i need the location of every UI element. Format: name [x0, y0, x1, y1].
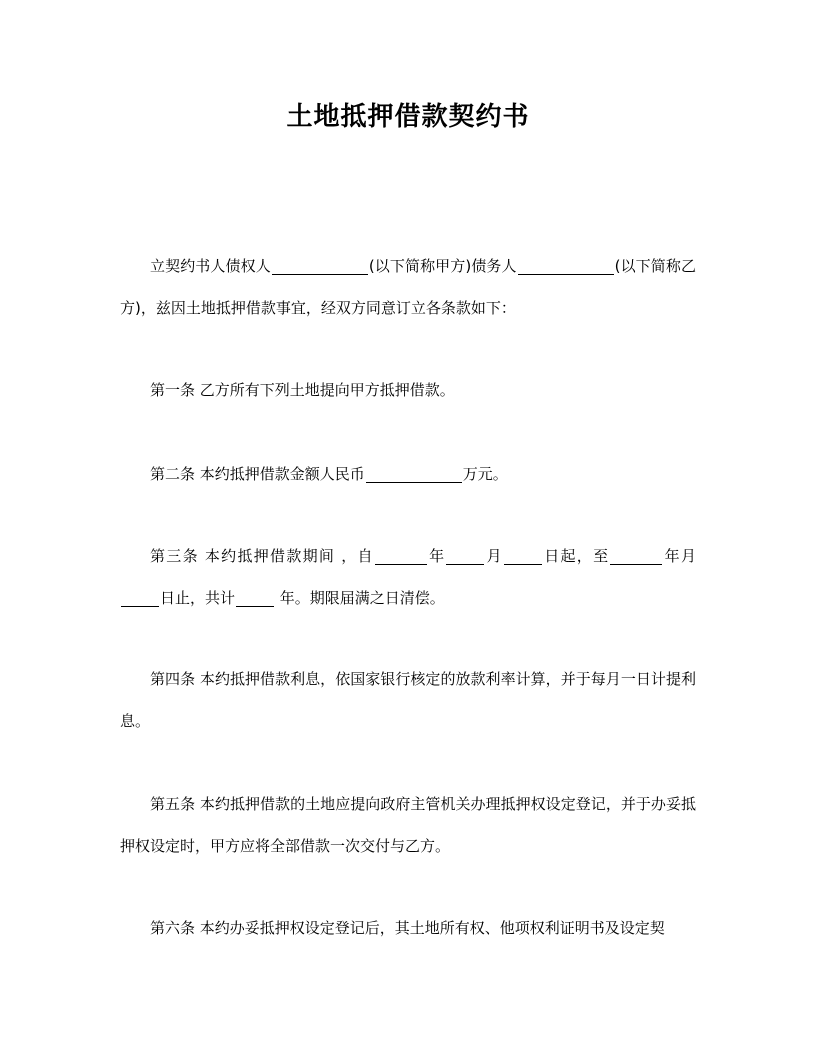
page-title: 土地抵押借款契约书 — [286, 102, 530, 132]
intro-text-1: 立契约书人债权人 — [150, 257, 271, 275]
start-month-blank[interactable] — [446, 546, 484, 565]
start-day-blank[interactable] — [504, 546, 542, 565]
end-day-blank[interactable] — [121, 588, 159, 607]
loan-amount-blank[interactable] — [366, 464, 462, 483]
total-years-blank[interactable] — [236, 588, 274, 607]
article-5: 第五条 本约抵押借款的土地应提向政府主管机关办理抵押权设定登记，并于办妥抵押权设定时，甲方应将全部借款一次交付与乙方。 — [120, 795, 696, 855]
debtor-name-blank[interactable] — [518, 256, 614, 275]
article-3-text-1: 第三条 本约抵押借款期间 ，自 — [150, 547, 374, 565]
article-4: 第四条 本约抵押借款利息，依国家银行核定的放款利率计算，并于每月一日计提利息。 — [120, 670, 696, 730]
article-2-text-2: 万元。 — [462, 465, 508, 483]
article-3-end-day-label: 日止，共计 — [160, 589, 236, 607]
end-year-blank[interactable] — [610, 546, 662, 565]
intro-text-3: (以下简称乙方)，兹因土地抵押借款事宜，经双方同意订立各条款如下： — [120, 257, 696, 317]
article-3 — [120, 535, 696, 619]
article-3-day-label: 日起，至 — [542, 547, 610, 565]
intro-paragraph — [120, 245, 696, 329]
creditor-name-blank[interactable] — [272, 256, 368, 275]
intro-text-2: (以下简称甲方)债务人 — [368, 257, 517, 275]
start-year-blank[interactable] — [375, 546, 427, 565]
article-2 — [120, 453, 696, 495]
article-1: 第一条 乙方所有下列土地提向甲方抵押借款。 — [150, 381, 455, 399]
article-3-year-label: 年 — [427, 547, 446, 565]
article-2-text-1: 第二条 本约抵押借款金额人民币 — [150, 465, 365, 483]
article-3-end-year-label: 年 — [663, 547, 681, 565]
article-3-text-end: 年。期限届满之日清偿。 — [275, 589, 445, 607]
article-3-end-month-label: 月 — [680, 547, 696, 565]
article-6: 第六条 本约办妥抵押权设定登记后，其土地所有权、他项权利证明书及设定契 — [150, 919, 665, 937]
article-3-month-label: 月 — [485, 547, 503, 565]
